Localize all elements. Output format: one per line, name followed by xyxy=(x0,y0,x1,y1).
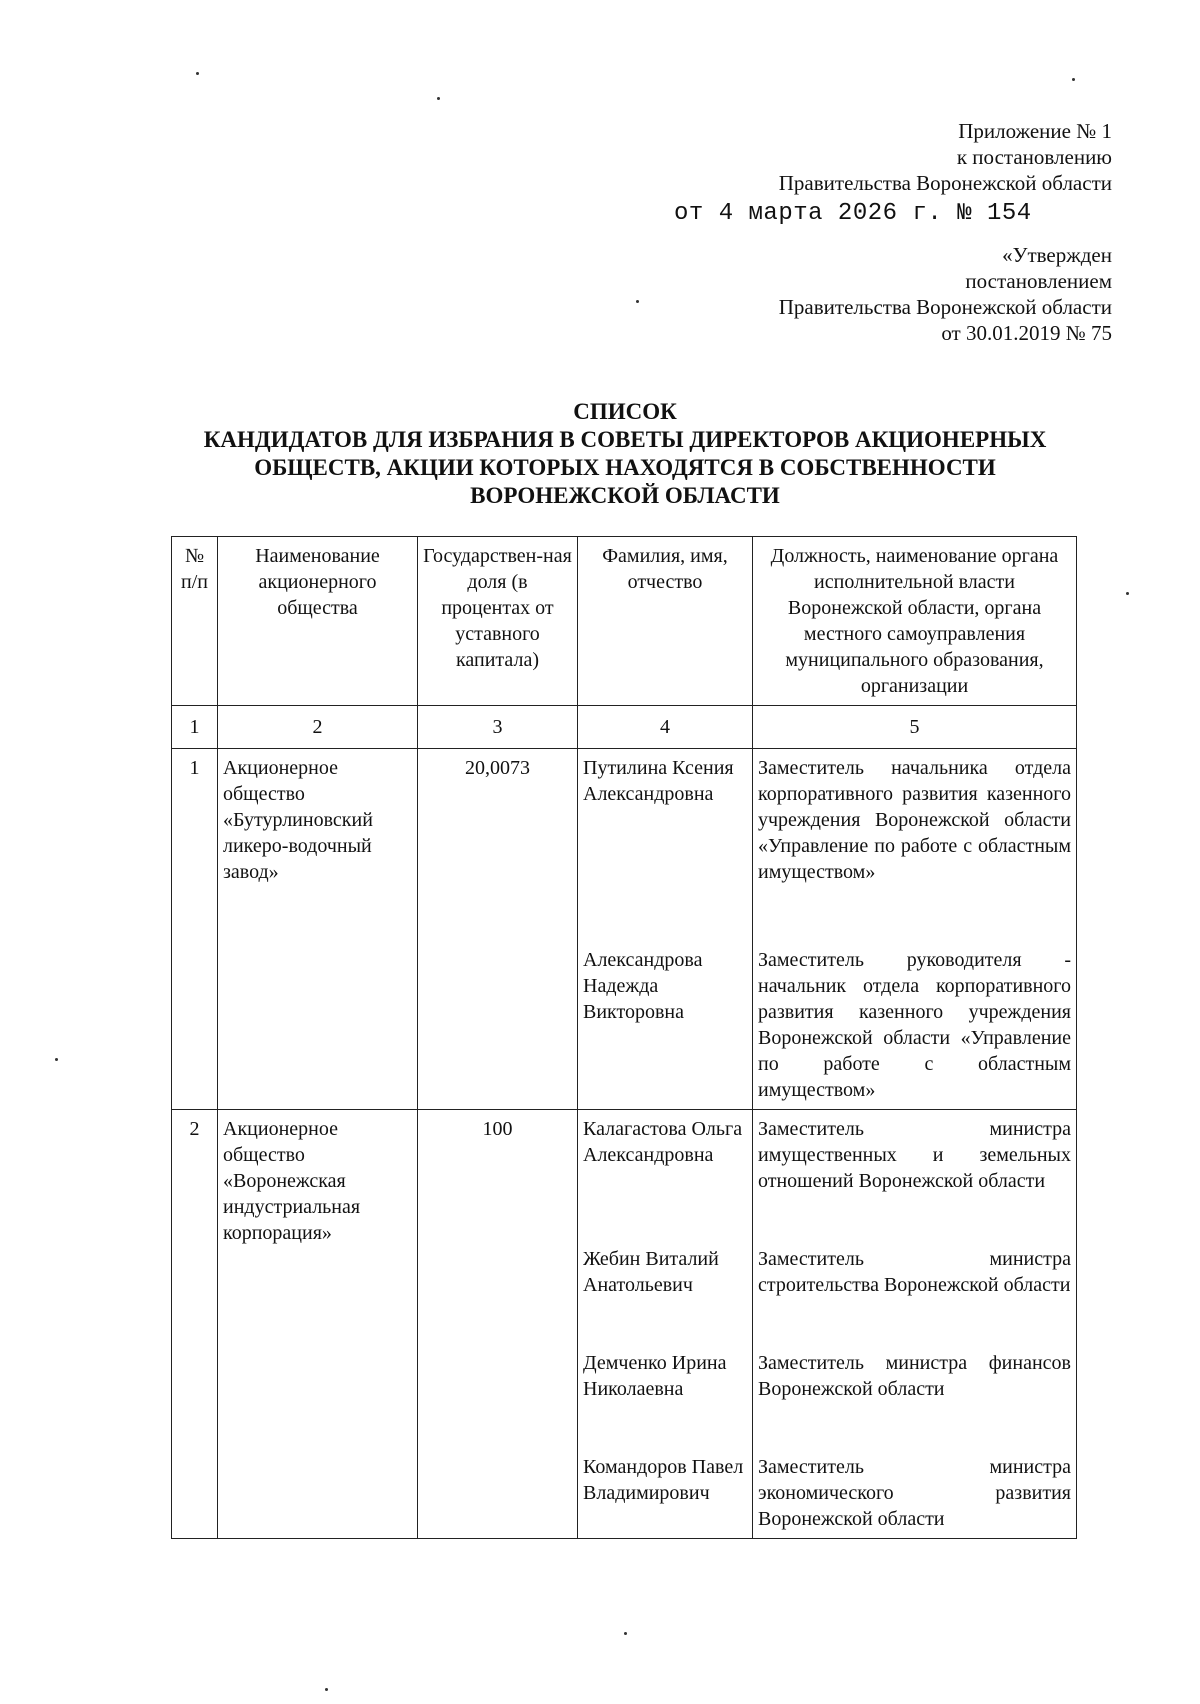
candidate-name: Путилина Ксения Александровна xyxy=(583,757,734,805)
appendix-to-decree: к постановлению xyxy=(956,145,1112,169)
candidate-name: Командоров Павел Владимирович xyxy=(583,1456,744,1504)
header-fio: Фамилия, имя, отчество xyxy=(578,537,753,706)
candidate-names-cell xyxy=(578,1110,753,1539)
scan-speck xyxy=(636,300,639,303)
approved-stamp xyxy=(632,242,1112,346)
title-line-3: ОБЩЕСТВ, АКЦИИ КОТОРЫХ НАХОДЯТСЯ В СОБСТВЕННОСТИ xyxy=(254,455,996,480)
scan-speck xyxy=(196,72,199,75)
candidate-names-cell xyxy=(578,749,753,1110)
approved-line-4: от 30.01.2019 № 75 xyxy=(941,321,1112,345)
candidate-position: Заместитель министра имущественных и земельных отношений Воронежской области xyxy=(758,1118,1071,1192)
candidate-positions-cell xyxy=(753,1110,1077,1539)
column-number: 5 xyxy=(753,706,1077,749)
candidate-name: Жебин Виталий Анатольевич xyxy=(583,1248,719,1296)
appendix-number: Приложение № 1 xyxy=(958,119,1112,143)
company-name: Акционерное общество «Бутурлиновский ликеро-водочный завод» xyxy=(218,749,418,1110)
candidate-position: Заместитель начальника отдела корпоративного развития казенного учреждения Воронежской области «Управление по работе с областным имуществом» xyxy=(758,757,1071,883)
title-line-2: КАНДИДАТОВ ДЛЯ ИЗБРАНИЯ В СОВЕТЫ ДИРЕКТОРОВ АКЦИОНЕРНЫХ xyxy=(203,427,1047,452)
title-line-1: СПИСОК xyxy=(573,399,677,424)
scan-speck xyxy=(1126,592,1129,595)
candidate-name: Демченко Ирина Николаевна xyxy=(583,1352,727,1400)
scan-speck xyxy=(1072,78,1075,81)
candidate-position: Заместитель министра экономического развития Воронежской области xyxy=(758,1456,1071,1530)
table-row xyxy=(172,749,1077,1110)
column-number: 1 xyxy=(172,706,218,749)
approved-line-1: «Утвержден xyxy=(1002,243,1112,267)
scan-speck xyxy=(437,97,440,100)
appendix-header xyxy=(632,118,1112,196)
candidate-position: Заместитель министра финансов Воронежской области xyxy=(758,1352,1071,1400)
decree-date-number: от 4 марта 2026 г. № 154 xyxy=(674,200,1032,227)
column-numbers-row xyxy=(172,706,1077,749)
candidate-position: Заместитель министра строительства Воронежской области xyxy=(758,1248,1071,1296)
candidates-table xyxy=(171,536,1077,1539)
scan-speck xyxy=(624,1632,627,1635)
header-share: Государствен-ная доля (в процентах от уставного капитала) xyxy=(418,537,578,706)
approved-line-3: Правительства Воронежской области xyxy=(778,295,1112,319)
header-num: № п/п xyxy=(172,537,218,706)
candidate-name: Александрова Надежда Викторовна xyxy=(583,949,703,1023)
scan-speck xyxy=(325,1688,328,1691)
table-row xyxy=(172,1110,1077,1539)
header-company: Наименование акционерного общества xyxy=(218,537,418,706)
appendix-government: Правительства Воронежской области xyxy=(778,171,1112,195)
candidate-positions-cell xyxy=(753,749,1077,1110)
candidate-position: Заместитель руководителя - начальник отдела корпоративного развития казенного учреждения Воронежской области «Управление по работе с областным имуществом» xyxy=(758,949,1071,1101)
header-position: Должность, наименование органа исполнительной власти Воронежской области, органа местного самоуправления муниципального образования, организации xyxy=(753,537,1077,706)
scan-speck xyxy=(55,1058,58,1061)
title-line-4: ВОРОНЕЖСКОЙ ОБЛАСТИ xyxy=(470,483,780,508)
row-number: 1 xyxy=(172,749,218,1110)
state-share: 20,0073 xyxy=(418,749,578,1110)
approved-line-2: постановлением xyxy=(965,269,1112,293)
row-number: 2 xyxy=(172,1110,218,1539)
column-number: 4 xyxy=(578,706,753,749)
table-header-row xyxy=(172,537,1077,706)
company-name: Акционерное общество «Воронежская индустриальная корпорация» xyxy=(218,1110,418,1539)
document-title xyxy=(170,398,1080,510)
candidate-name: Калагастова Ольга Александровна xyxy=(583,1118,743,1166)
state-share: 100 xyxy=(418,1110,578,1539)
column-number: 3 xyxy=(418,706,578,749)
column-number: 2 xyxy=(218,706,418,749)
